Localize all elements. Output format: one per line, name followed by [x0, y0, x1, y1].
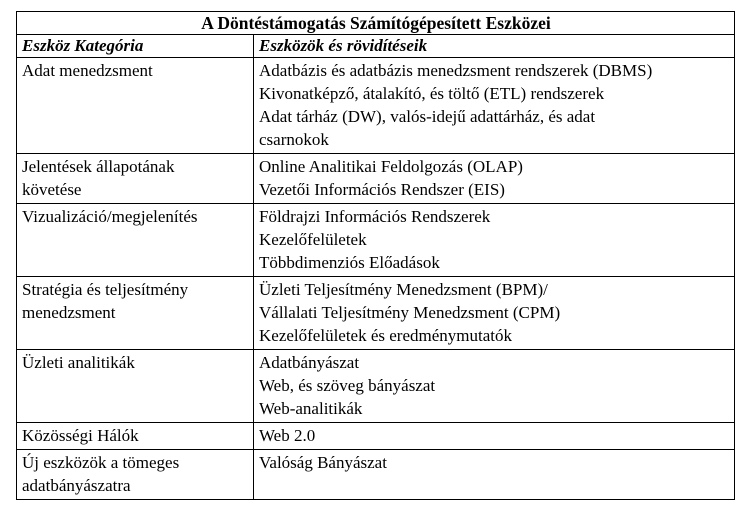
- table-row: [17, 423, 735, 450]
- tool-item: Földrajzi Információs Rendszerek: [259, 207, 491, 226]
- category-label: Adat menedzsment: [22, 61, 153, 80]
- tool-item: Vezetői Információs Rendszer (EIS): [259, 180, 505, 199]
- category-cell: [17, 423, 254, 450]
- column-header-category: Eszköz Kategória: [17, 35, 254, 58]
- tool-item: Üzleti Teljesítmény Menedzsment (BPM)/: [259, 280, 548, 299]
- tools-cell: [254, 204, 735, 277]
- category-cell: [17, 350, 254, 423]
- tool-item: Online Analitikai Feldolgozás (OLAP): [259, 157, 523, 176]
- tool-item: Web 2.0: [259, 426, 316, 445]
- tool-item: Adat tárház (DW), valós-idejű adattárház, és adat: [259, 107, 596, 126]
- category-label: Közösségi Hálók: [22, 426, 139, 445]
- category-label: adatbányászatra: [22, 476, 131, 495]
- tools-cell: [254, 450, 735, 500]
- category-cell: [17, 204, 254, 277]
- tools-cell: [254, 277, 735, 350]
- tool-item: Kezelőfelületek: [259, 230, 367, 249]
- table-row: [17, 450, 735, 500]
- tools-cell: [254, 423, 735, 450]
- category-label: Jelentések állapotának: [22, 157, 175, 176]
- tool-item: Adatbányászat: [259, 353, 360, 372]
- tools-cell: [254, 58, 735, 154]
- tools-cell: [254, 154, 735, 204]
- category-label: követése: [22, 180, 82, 199]
- category-cell: [17, 450, 254, 500]
- table-row: [17, 277, 735, 350]
- category-label: Vizualizáció/megjelenítés: [22, 207, 198, 226]
- tool-item: Többdimenziós Előadások: [259, 253, 440, 272]
- tool-item: Kezelőfelületek és eredménymutatók: [259, 326, 512, 345]
- category-cell: [17, 58, 254, 154]
- category-label: Üzleti analitikák: [22, 353, 135, 372]
- category-label: Új eszközök a tömeges: [22, 453, 180, 472]
- category-label: Stratégia és teljesítmény: [22, 280, 189, 299]
- tool-item: Valóság Bányászat: [259, 453, 387, 472]
- table-row: [17, 154, 735, 204]
- tool-item: csarnokok: [259, 130, 329, 149]
- tool-item: Vállalati Teljesítmény Menedzsment (CPM): [259, 303, 561, 322]
- tool-item: Web, és szöveg bányászat: [259, 376, 436, 395]
- table-header-row: [17, 35, 735, 58]
- category-cell: [17, 154, 254, 204]
- table-title: A Döntéstámogatás Számítógépesített Eszközei: [17, 12, 735, 35]
- category-cell: [17, 277, 254, 350]
- tool-item: Kivonatképző, átalakító, és töltő (ETL) rendszerek: [259, 84, 605, 103]
- column-header-tools: Eszközök és rövidítéseik: [254, 35, 735, 58]
- tool-item: Adatbázis és adatbázis menedzsment rendszerek (DBMS): [259, 61, 653, 80]
- decision-support-tools-table: [16, 11, 735, 500]
- table-row: [17, 58, 735, 154]
- table-row: [17, 204, 735, 277]
- table-title-row: [17, 12, 735, 35]
- table-row: [17, 350, 735, 423]
- tool-item: Web-analitikák: [259, 399, 363, 418]
- tools-cell: [254, 350, 735, 423]
- category-label: menedzsment: [22, 303, 116, 322]
